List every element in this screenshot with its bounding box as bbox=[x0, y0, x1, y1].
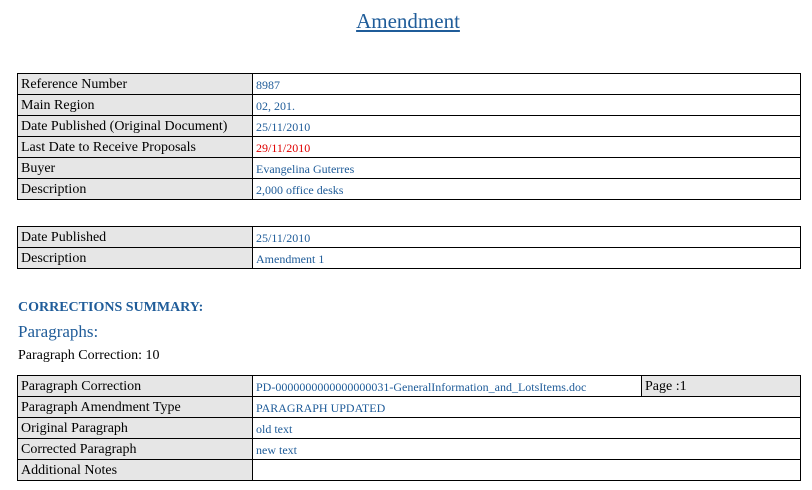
amendment-description-value: Amendment 1 bbox=[253, 248, 801, 269]
description-label: Description bbox=[18, 179, 253, 200]
amendment-date-value: 25/11/2010 bbox=[253, 227, 801, 248]
table-row bbox=[18, 95, 801, 116]
corrected-paragraph-label: Corrected Paragraph bbox=[18, 439, 253, 460]
date-published-original-value: 25/11/2010 bbox=[253, 116, 801, 137]
table-row bbox=[18, 397, 801, 418]
amendment-date-label: Date Published bbox=[18, 227, 253, 248]
original-paragraph-value: old text bbox=[253, 418, 801, 439]
main-region-label: Main Region bbox=[18, 95, 253, 116]
table-row bbox=[18, 418, 801, 439]
page-number: Page :1 bbox=[642, 376, 801, 397]
corrections-summary-heading: CORRECTIONS SUMMARY: bbox=[18, 300, 204, 315]
buyer-label: Buyer bbox=[18, 158, 253, 179]
paragraph-correction-label: Paragraph Correction bbox=[18, 376, 253, 397]
amendment-type-label: Paragraph Amendment Type bbox=[18, 397, 253, 418]
table-row bbox=[18, 74, 801, 95]
corrected-paragraph-value: new text bbox=[253, 439, 801, 460]
description-value: 2,000 office desks bbox=[253, 179, 801, 200]
paragraph-correction-count: Paragraph Correction: 10 bbox=[18, 348, 160, 363]
table-row bbox=[18, 248, 801, 269]
paragraphs-heading: Paragraphs: bbox=[18, 322, 99, 341]
last-date-proposals-label: Last Date to Receive Proposals bbox=[18, 137, 253, 158]
table-row bbox=[18, 158, 801, 179]
table-row bbox=[18, 439, 801, 460]
last-date-proposals-value: 29/11/2010 bbox=[253, 137, 801, 158]
amendment-description-label: Description bbox=[18, 248, 253, 269]
table-row bbox=[18, 179, 801, 200]
main-region-value: 02, 201. bbox=[253, 95, 801, 116]
table-row bbox=[18, 137, 801, 158]
table-row bbox=[18, 376, 801, 397]
amendment-type-value: PARAGRAPH UPDATED bbox=[253, 397, 801, 418]
paragraph-correction-table bbox=[17, 375, 801, 481]
amendment-table bbox=[17, 226, 801, 269]
paragraph-correction-file: PD-0000000000000000031-GeneralInformation_and_LotsItems.doc bbox=[253, 376, 642, 397]
document-title: Amendment bbox=[356, 9, 460, 33]
reference-number-value: 8987 bbox=[253, 74, 801, 95]
details-table bbox=[17, 73, 801, 200]
table-row bbox=[18, 116, 801, 137]
additional-notes-label: Additional Notes bbox=[18, 460, 253, 481]
original-paragraph-label: Original Paragraph bbox=[18, 418, 253, 439]
buyer-value: Evangelina Guterres bbox=[253, 158, 801, 179]
additional-notes-value bbox=[253, 460, 801, 481]
table-row bbox=[18, 227, 801, 248]
table-row bbox=[18, 460, 801, 481]
date-published-original-label: Date Published (Original Document) bbox=[18, 116, 253, 137]
reference-number-label: Reference Number bbox=[18, 74, 253, 95]
